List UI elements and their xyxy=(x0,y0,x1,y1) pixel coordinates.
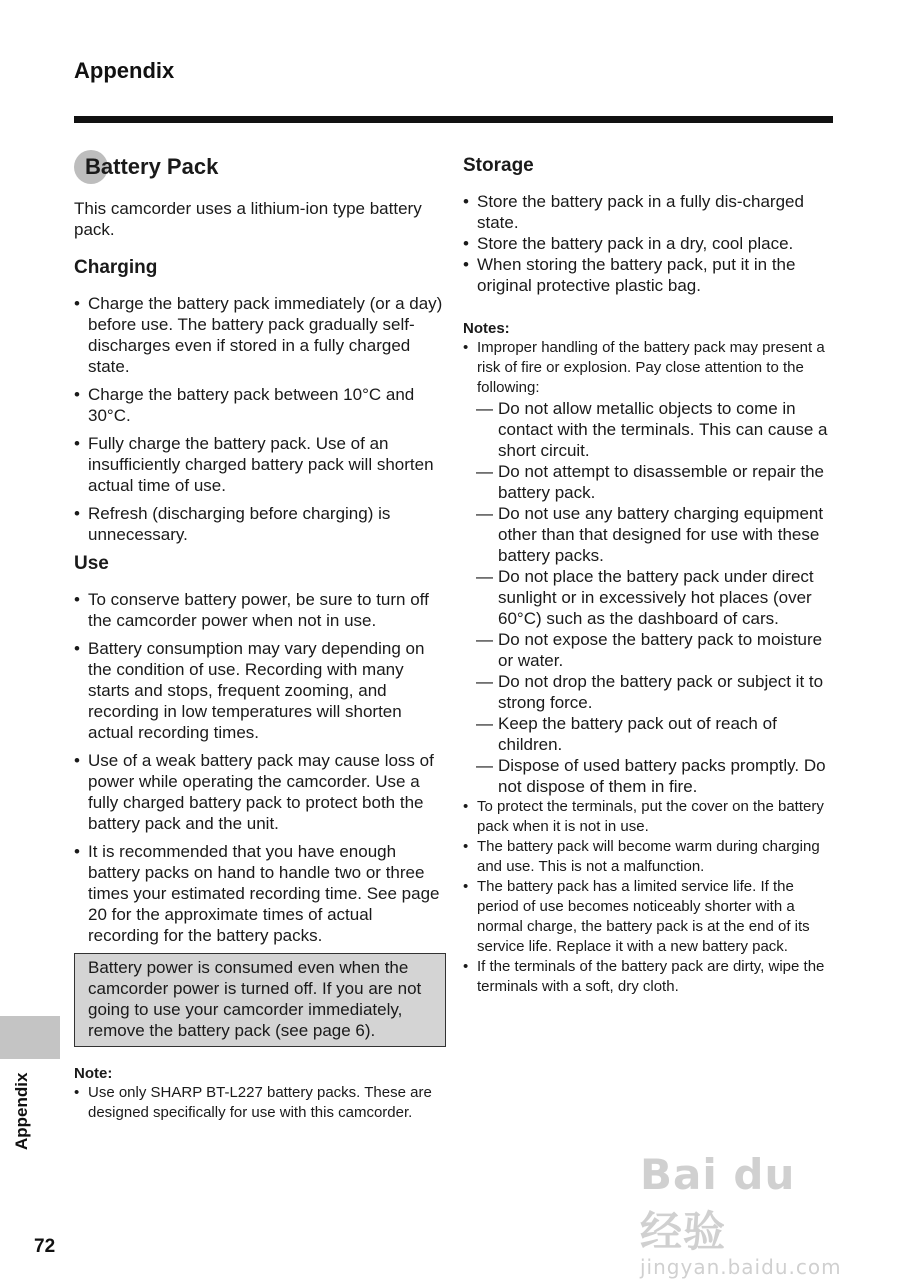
storage-list xyxy=(463,191,835,296)
use-heading: Use xyxy=(74,553,109,574)
left-column xyxy=(74,150,446,1123)
header-rule xyxy=(74,116,833,123)
list-item: • Store the battery pack in a fully dis-charged state. xyxy=(463,191,835,233)
boxed-note: Battery power is consumed even when the camcorder power is turned off. If you are not going to use your camcorder immediately, remove the battery pack (see page 6). xyxy=(74,953,446,1047)
list-item: • Store the battery pack in a dry, cool place. xyxy=(463,233,835,254)
list-item: • The battery pack has a limited service life. If the period of use becomes noticeably shorter with a normal charge, the battery pack is at the end of its service life. Replace it with a new battery pack. xyxy=(463,877,835,957)
watermark-url: jingyan.baidu.com xyxy=(640,1255,842,1279)
list-item: • Charge the battery pack between 10°C and 30°C. xyxy=(74,384,446,426)
dash-item: — Do not expose the battery pack to moisture or water. xyxy=(463,629,835,671)
dash-item: — Do not allow metallic objects to come in contact with the terminals. This can cause a short circuit. xyxy=(463,398,835,461)
side-tab xyxy=(0,1016,60,1059)
charging-heading: Charging xyxy=(74,257,158,278)
storage-heading: Storage xyxy=(463,155,534,176)
list-item: • To protect the terminals, put the cover on the battery pack when it is not in use. xyxy=(463,797,835,837)
watermark xyxy=(640,1150,840,1279)
dash-item: — Do not place the battery pack under direct sunlight or in excessively hot places (over 60°C) such as the dashboard of cars. xyxy=(463,566,835,629)
notes-first-list xyxy=(463,338,835,398)
notes-label: Notes: xyxy=(463,320,510,337)
list-item: • Improper handling of the battery pack may present a risk of fire or explosion. Pay close attention to the following: xyxy=(463,338,835,398)
watermark-logo: Bai du 经验 xyxy=(640,1150,796,1256)
intro-paragraph: This camcorder uses a lithium-ion type battery pack. xyxy=(74,199,422,239)
section-title xyxy=(74,150,446,184)
list-item: • Use of a weak battery pack may cause loss of power while operating the camcorder. Use a fully charged battery pack to protect both the battery pack and the unit. xyxy=(74,750,446,834)
dash-item: — Keep the battery pack out of reach of children. xyxy=(463,713,835,755)
notes-rest-list xyxy=(463,797,835,997)
list-item: • If the terminals of the battery pack are dirty, wipe the terminals with a soft, dry cloth. xyxy=(463,957,835,997)
dash-item: — Do not attempt to disassemble or repair the battery pack. xyxy=(463,461,835,503)
list-item: • Charge the battery pack immediately (or a day) before use. The battery pack gradually self-discharges even if stored in a fully charged state. xyxy=(74,293,446,377)
dash-item: — Do not drop the battery pack or subject it to strong force. xyxy=(463,671,835,713)
page-number: 72 xyxy=(34,1236,56,1257)
dash-item: — Do not use any battery charging equipment other than that designed for use with these battery packs. xyxy=(463,503,835,566)
note-list xyxy=(74,1083,446,1123)
dash-item: — Dispose of used battery packs promptly. Do not dispose of them in fire. xyxy=(463,755,835,797)
use-list xyxy=(74,589,446,946)
list-item: • Battery consumption may vary depending on the condition of use. Recording with many starts and stops, frequent zooming, and recording in low temperatures will shorten actual recording times. xyxy=(74,638,446,743)
list-item: • Refresh (discharging before charging) is unnecessary. xyxy=(74,503,446,545)
list-item: • It is recommended that you have enough battery packs on hand to handle two or three times your estimated recording time. See page 20 for the approximate times of actual recording for the battery packs. xyxy=(74,841,446,946)
charging-list xyxy=(74,293,446,545)
list-item: • To conserve battery power, be sure to turn off the camcorder power when not in use. xyxy=(74,589,446,631)
list-item: • Fully charge the battery pack. Use of an insufficiently charged battery pack will shorten actual time of use. xyxy=(74,433,446,496)
page-header-title: Appendix xyxy=(74,58,175,83)
right-column xyxy=(463,154,835,997)
note-label: Note: xyxy=(74,1065,113,1082)
notes-dash-list xyxy=(463,398,835,797)
side-tab-label: Appendix xyxy=(12,1072,31,1150)
list-item: • Use only SHARP BT-L227 battery packs. These are designed specifically for use with this camcorder. xyxy=(74,1083,446,1123)
list-item: • When storing the battery pack, put it in the original protective plastic bag. xyxy=(463,254,835,296)
section-title-text: Battery Pack xyxy=(85,154,219,179)
list-item: • The battery pack will become warm during charging and use. This is not a malfunction. xyxy=(463,837,835,877)
